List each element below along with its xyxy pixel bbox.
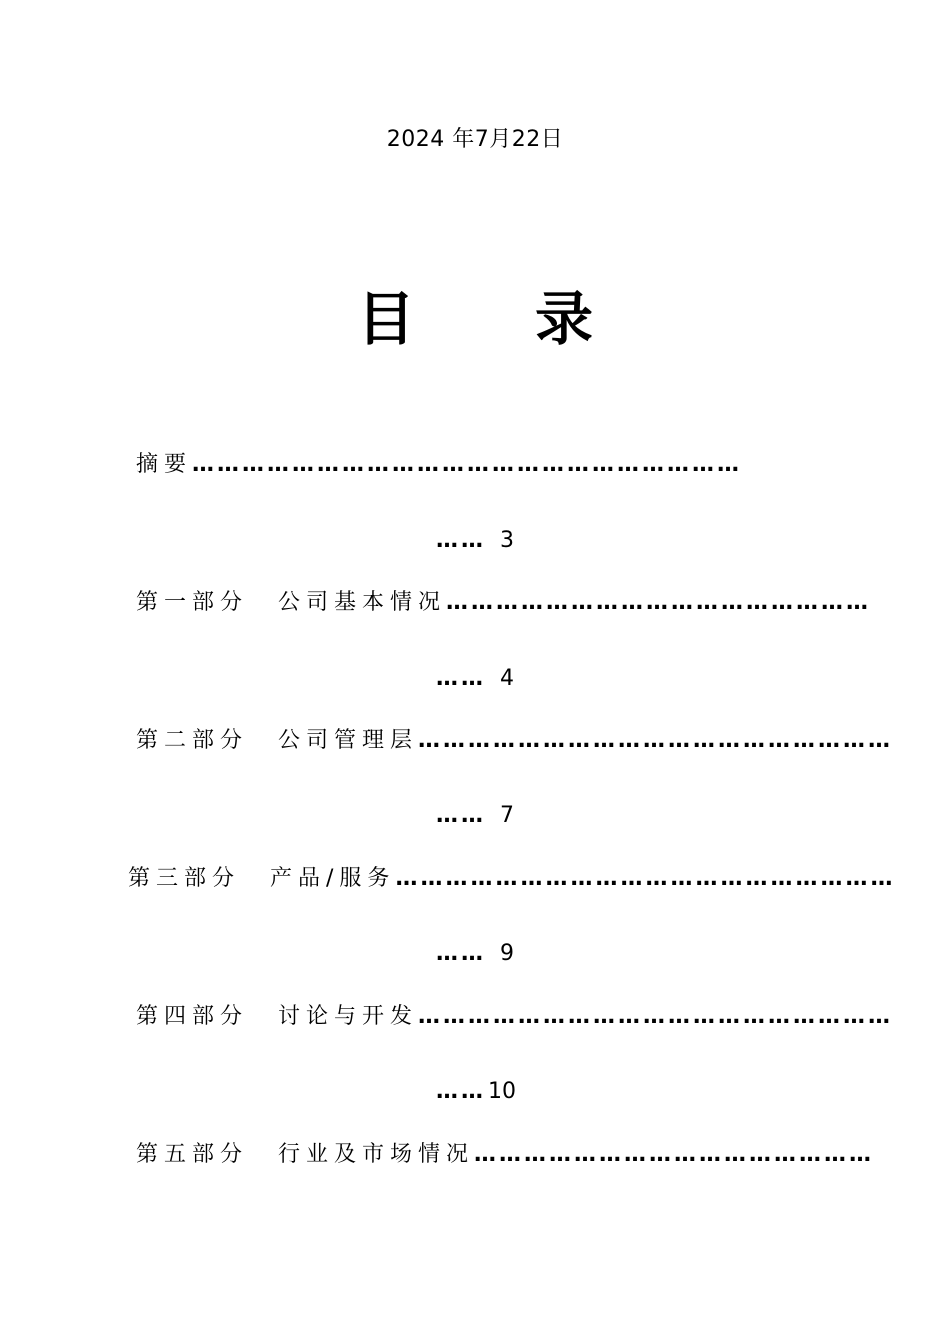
toc-entry-heading: 产品/服务	[270, 866, 396, 891]
toc-leader-dots: ……………………………………………	[446, 590, 872, 615]
toc-entry-part: 摘要	[136, 452, 193, 477]
toc-entry-part-1	[136, 588, 872, 618]
toc-entry-part-2	[136, 726, 894, 756]
toc-page-ref	[436, 939, 514, 969]
toc-entry-part-5	[136, 1140, 875, 1170]
toc-leader-dots: …………………………………………………………	[192, 452, 743, 477]
toc-leader-dots: …………………………………………………	[418, 728, 894, 753]
toc-title	[0, 272, 950, 356]
toc-entry-part-3	[128, 864, 896, 894]
toc-page-leader: ……	[436, 1079, 486, 1104]
toc-entry-heading: 公司管理层	[278, 728, 419, 753]
toc-page-leader: ……	[436, 528, 486, 553]
toc-entry-heading: 公司基本情况	[278, 590, 447, 615]
toc-entry-heading: 行业及市场情况	[278, 1142, 475, 1167]
toc-page-ref	[436, 664, 514, 694]
toc-leader-dots: ……………………………………………………	[395, 866, 896, 891]
document-date: 2024 年7月22日	[386, 127, 564, 152]
toc-page-number: 3	[500, 528, 514, 553]
toc-page-ref	[436, 1077, 516, 1107]
toc-entry-heading: 讨论与开发	[278, 1004, 419, 1029]
toc-entry-part: 第二部分	[136, 728, 249, 753]
toc-entry-part: 第一部分	[136, 590, 249, 615]
toc-page-ref	[436, 526, 514, 556]
toc-entry-part: 第四部分	[136, 1004, 249, 1029]
toc-title-char-2: 录	[535, 285, 594, 353]
toc-entry-part: 第五部分	[136, 1142, 249, 1167]
toc-page-number: 4	[500, 666, 514, 691]
toc-leader-dots: …………………………………………………	[418, 1004, 894, 1029]
toc-leader-dots: …………………………………………	[474, 1142, 875, 1167]
toc-entry-summary	[136, 450, 820, 480]
toc-page-number: 9	[500, 941, 514, 966]
toc-title-char-1: 目	[356, 285, 415, 353]
toc-page-leader: ……	[436, 941, 486, 966]
toc-page-leader: ……	[436, 803, 486, 828]
toc-page-number: 7	[500, 803, 514, 828]
toc-page-ref	[436, 801, 514, 831]
toc-page-number: 10	[488, 1079, 516, 1104]
toc-page-leader: ……	[436, 666, 486, 691]
toc-entry-part: 第三部分	[128, 866, 241, 891]
toc-entry-part-4	[136, 1002, 894, 1032]
